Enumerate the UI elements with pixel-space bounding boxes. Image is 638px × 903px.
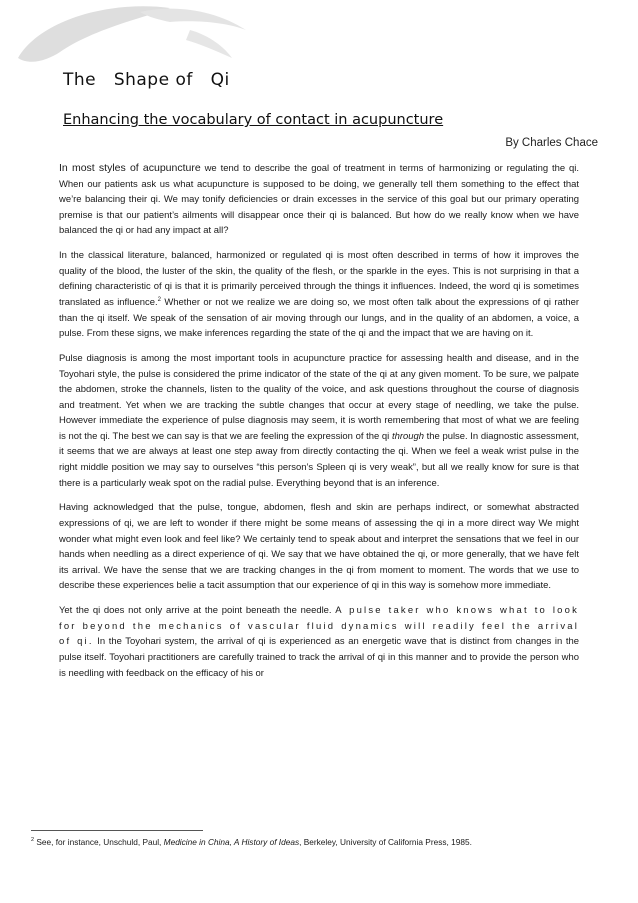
- footnote: [31, 837, 611, 847]
- paragraph-text: Yet the qi does not only arrive at the point beneath the needle.: [59, 605, 336, 617]
- paragraph-text: the pulse. In diagnostic assessment, it seems that we are always at least one step away from directly contacting the qi. When we feel a weak wrist pulse in the right middle position we may say to ourselves “this person’s Spleen qi is very weak”, but all we really know for sure is that there is a particularly weak spot on the radial pulse. Everything beyond that is an inference.: [59, 430, 579, 489]
- paragraph-lead: In most styles of acupuncture: [59, 162, 201, 174]
- footnote-divider: [31, 830, 203, 831]
- paragraph-text: In the classical literature, balanced, harmonized or regulated qi is most often described in terms of how it improves the quality of the blood, the luster of the skin, the quality of the flesh, or the sparkle in the eyes. This is not surprising in that a defining characteristic of qi is that it is primarily perceived through the things it influences. Indeed, the word qi is sometimes translated as influence.: [59, 250, 579, 308]
- article-body: [59, 161, 579, 690]
- footnote-number: 2: [31, 837, 35, 844]
- document-title: The Shape of Qi: [63, 70, 230, 90]
- spaced-text: A pulse taker who knows what to look for beyond the mechanics of vascular fluid dynamics will readily feel the arrival of qi.: [59, 605, 579, 648]
- paragraph-3: [59, 351, 579, 491]
- paragraph-1: [59, 161, 579, 239]
- footnote-book-title: Medicine in China, A History of Ideas: [163, 837, 300, 847]
- paragraph-text: we tend to describe the goal of treatment in terms of harmonizing or regulating the qi. When our patients ask us what acupuncture is supposed to be doing, we generally tell them something to the effect that we’re balancing their qi. We may tonify deficiencies or drain excesses in the service of this goal but our primary operating premise is that our patient’s ailments will disappear once their qi is balanced. But how do we really know when we have balanced the qi or had any impact at all?: [59, 163, 579, 237]
- paragraph-5: [59, 603, 579, 681]
- paragraph-text: Having acknowledged that the pulse, tongue, abdomen, flesh and skin are perhaps indirect, or somewhat abstracted expressions of qi, we are left to wonder if there might be some means of assessing the qi in a more direct way We might wonder what might even look and feel like? We certainly tend to speak about and interpret the sensations that we feel in our hands when needling as a direct experience of qi. We say that we have obtained the qi, or more generally, that we have felt its arrival. We have the sense that we are tracking changes in the qi from moment to moment. The words that we use to describe these experiences belie a tacit assumption that our experience of qi in this way is somehow more immediate.: [59, 502, 579, 592]
- footnote-reference: 2: [157, 296, 161, 303]
- footnote-text: See, for instance, Unschuld, Paul,: [36, 837, 164, 847]
- paragraph-text: Whether or not we realize we are doing so, we most often talk about the expressions of qi rather than the qi itself. We speak of the sensation of air moving through our lungs, and in the quality of an abdomen, a voice, a pulse. From these signs, we make inferences regarding the state of the qi and the impact that we are having on it.: [59, 296, 580, 340]
- paragraph-text: In the Toyohari system, the arrival of qi is experienced as an energetic wave that is distinct from changes in the pulse itself. Toyohari practitioners are carefully trained to track the arrival of qi in this manner and to provide the person who is needling with feedback on the efficacy of his or: [59, 636, 579, 679]
- paragraph-2: [59, 248, 579, 342]
- document-subtitle: Enhancing the vocabulary of contact in acupuncture: [63, 112, 444, 128]
- brush-stroke-decoration: [0, 0, 250, 70]
- paragraph-4: [59, 500, 579, 594]
- author-byline: By Charles Chace: [505, 137, 598, 149]
- footnote-text: , Berkeley, University of California Press, 1985.: [299, 837, 472, 847]
- paragraph-text: Pulse diagnosis is among the most important tools in acupuncture practice for assessing health and disease, and in the Toyohari style, the pulse is considered the prime indicator of the state of the qi at any given moment. To be sure, we palpate the abdomen, stroke the channels, listen to the quality of the voice, and ask questions throughout the course of diagnosis and treatment. Yet when we are tracking the subtle changes that occur at every stage of needling, we take the pulse. However immediate the experience of pulse diagnosis may seem, it is worth remembering that most of what we are feeling is not the qi. The best we can say is that we are feeling the expression of the qi: [59, 352, 579, 442]
- emphasis-text: through: [391, 430, 424, 442]
